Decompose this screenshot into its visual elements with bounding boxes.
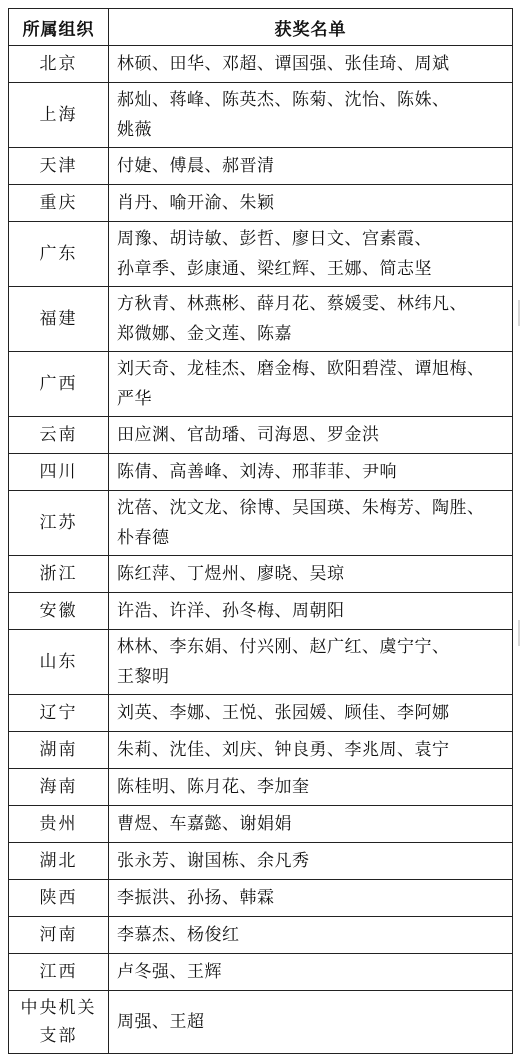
names-cell: 卢冬强、王辉 — [109, 954, 513, 991]
names-cell: 林林、李东娟、付兴刚、赵广红、虞宁宁、 王黎明 — [109, 630, 513, 695]
table-row — [9, 843, 513, 880]
org-cell: 广西 — [9, 352, 109, 417]
table-row — [9, 880, 513, 917]
table-row — [9, 593, 513, 630]
org-cell: 山东 — [9, 630, 109, 695]
names-cell: 陈红萍、丁煜州、廖晓、吴琼 — [109, 556, 513, 593]
table-row — [9, 556, 513, 593]
org-cell: 河南 — [9, 917, 109, 954]
names-cell: 许浩、许洋、孙冬梅、周朝阳 — [109, 593, 513, 630]
table-row — [9, 769, 513, 806]
org-cell: 北京 — [9, 46, 109, 83]
org-cell: 海南 — [9, 769, 109, 806]
names-cell: 沈蓓、沈文龙、徐博、吴国瑛、朱梅芳、陶胜、 朴春德 — [109, 491, 513, 556]
org-cell: 陕西 — [9, 880, 109, 917]
table-row — [9, 287, 513, 352]
org-cell: 江苏 — [9, 491, 109, 556]
names-cell: 张永芳、谢国栋、余凡秀 — [109, 843, 513, 880]
table-row — [9, 917, 513, 954]
names-cell: 周豫、胡诗敏、彭哲、廖日文、宫素霞、 孙章季、彭康通、梁红辉、王娜、简志坚 — [109, 222, 513, 287]
names-cell: 肖丹、喻开渝、朱颖 — [109, 185, 513, 222]
names-cell: 陈倩、高善峰、刘涛、邢菲菲、尹响 — [109, 454, 513, 491]
table-row — [9, 630, 513, 695]
header-award-list: 获奖名单 — [109, 9, 513, 46]
names-cell: 李振洪、孙扬、韩霖 — [109, 880, 513, 917]
org-cell: 中央机关 支部 — [9, 991, 109, 1054]
table-row — [9, 954, 513, 991]
names-cell: 田应渊、官劼璠、司海恩、罗金洪 — [109, 417, 513, 454]
org-cell: 辽宁 — [9, 695, 109, 732]
table-row — [9, 83, 513, 148]
names-cell: 方秋青、林燕彬、薛月花、蔡媛雯、林纬凡、 郑微娜、金文莲、陈嘉 — [109, 287, 513, 352]
org-cell: 上海 — [9, 83, 109, 148]
table-row — [9, 222, 513, 287]
org-cell: 湖南 — [9, 732, 109, 769]
table-row — [9, 732, 513, 769]
names-cell: 李慕杰、杨俊红 — [109, 917, 513, 954]
org-cell: 安徽 — [9, 593, 109, 630]
header-organization: 所属组织 — [9, 9, 109, 46]
table-row — [9, 806, 513, 843]
table-row — [9, 148, 513, 185]
table-row — [9, 185, 513, 222]
names-cell: 郝灿、蒋峰、陈英杰、陈菊、沈怡、陈姝、 姚薇 — [109, 83, 513, 148]
award-list-table — [8, 8, 513, 1054]
table-header-row — [9, 9, 513, 46]
table-row — [9, 454, 513, 491]
org-cell: 湖北 — [9, 843, 109, 880]
org-cell: 浙江 — [9, 556, 109, 593]
award-table-container — [8, 8, 512, 1054]
org-cell: 福建 — [9, 287, 109, 352]
names-cell: 林硕、田华、邓超、谭国强、张佳琦、周斌 — [109, 46, 513, 83]
org-cell: 重庆 — [9, 185, 109, 222]
org-cell: 云南 — [9, 417, 109, 454]
org-cell: 贵州 — [9, 806, 109, 843]
org-cell: 天津 — [9, 148, 109, 185]
names-cell: 陈桂明、陈月花、李加奎 — [109, 769, 513, 806]
names-cell: 曹煜、车嘉懿、谢娟娟 — [109, 806, 513, 843]
names-cell: 刘天奇、龙桂杰、磨金梅、欧阳碧滢、谭旭梅、 严华 — [109, 352, 513, 417]
table-row — [9, 695, 513, 732]
names-cell: 付婕、傅晨、郝晋清 — [109, 148, 513, 185]
names-cell: 刘英、李娜、王悦、张园媛、顾佳、李阿娜 — [109, 695, 513, 732]
org-cell: 江西 — [9, 954, 109, 991]
table-row — [9, 491, 513, 556]
table-row — [9, 352, 513, 417]
table-row — [9, 46, 513, 83]
org-cell: 四川 — [9, 454, 109, 491]
table-row — [9, 991, 513, 1054]
org-cell: 广东 — [9, 222, 109, 287]
names-cell: 朱莉、沈佳、刘庆、钟良勇、李兆周、袁宁 — [109, 732, 513, 769]
names-cell: 周强、王超 — [109, 991, 513, 1054]
table-row — [9, 417, 513, 454]
